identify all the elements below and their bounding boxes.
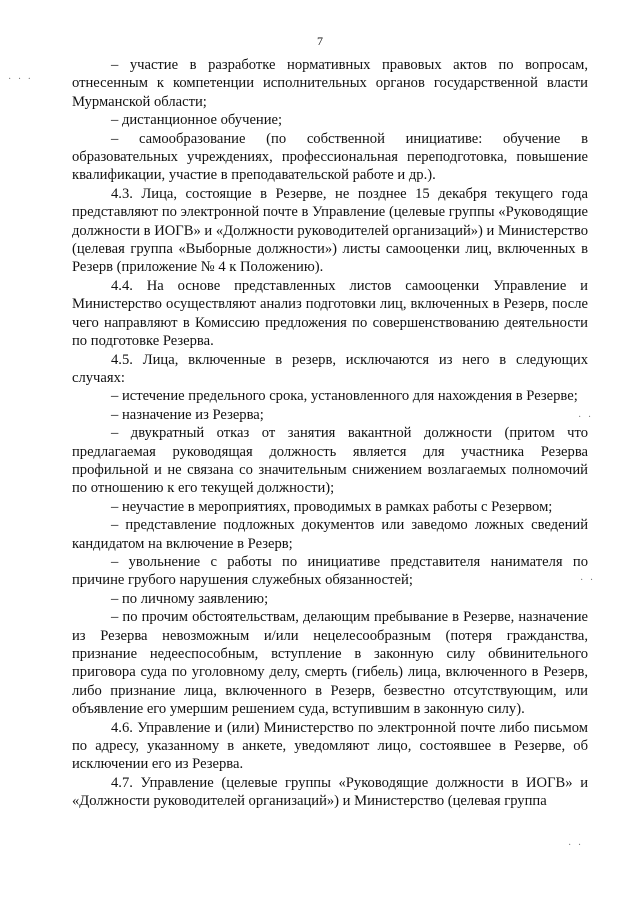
list-item: – назначение из Резерва; [111,406,264,423]
list-item: – участие в разработке нормативных правовых актов по вопросам, отнесенным к компетенции исполнительных органов государственной власти Мурманской области; [72,57,588,110]
page-number: 7 [317,34,323,48]
list-item: – дистанционное обучение; [111,112,283,129]
scan-mark: · · · [8,74,33,85]
scan-mark: · · [580,575,596,586]
paragraph-4-7: 4.7. Управление (целевые группы «Руководящие должности в ИОГВ» и «Должности руководителей организаций») и Министерство (целевая группа [72,774,588,810]
list-item: – истечение предельного срока, установленного для нахождения в Резерве; [111,388,578,405]
list-item: – неучастие в мероприятиях, проводимых в рамках работы с Резервом; [111,498,553,515]
list-item: – по прочим обстоятельствам, делающим пребывание в Резерве, назначение из Резерва невозможным и/или нецелесообразным (потеря гражданства, признание недееспособным, вступление в законную силу обвинительного приговора суда по уголовному делу, смерть (гибель) лица, включенного в Резерв, либо признание лица, включенного в Резерв, безвестно отсутствующим, или объявление его умершим решением суда, вступившим в законную силу). [72,609,588,718]
scan-mark: · · [578,412,594,423]
paragraph-4-6: 4.6. Управление и (или) Министерство по электронной почте либо письмом по адресу, указанному в анкете, уведомляют лицо, состоявшее в Резерве, об исключении его из Резерва. [72,719,588,773]
list-item: – представление подложных документов или заведомо ложных сведений кандидатом на включение в Резерв; [72,517,588,552]
list-item: – увольнение с работы по инициативе представителя нанимателя по причине грубого нарушения служебных обязанностей; [72,553,588,589]
paragraph-4-5: 4.5. Лица, включенные в резерв, исключаются из него в следующих случаях: [72,351,588,386]
list-item: – по личному заявлению; [111,590,269,607]
scan-mark: · · [568,840,584,851]
document-body [72,56,588,811]
list-item: – двукратный отказ от занятия вакантной должности (притом что предлагаемая руководящая должность является для участника Резерва профильной и не связана со значительным снижением возлагаемых полномочий по отношению к его текущей должности); [72,425,588,497]
paragraph-4-3: 4.3. Лица, состоящие в Резерве, не позднее 15 декабря текущего года представляют по электронной почте в Управление (целевые группы «Руководящие должности в ИОГВ» и «Должности руководителей организаций») и Министерство (целевая группа «Выборные должности») листы самооценки лиц, включенных в Резерв (приложение № 4 к Положению). [72,185,588,276]
paragraph-4-4: 4.4. На основе представленных листов самооценки Управление и Министерство осуществляют анализ подготовки лиц, включенных в Резерв, после чего направляют в Комиссию предложения по совершенствованию деятельности по подготовке Резерва. [72,277,588,350]
list-item: – самообразование (по собственной инициативе: обучение в образовательных учреждениях, профессиональная переподготовка, повышение квалификации, участие в преподавательской работе и др.). [72,130,588,184]
